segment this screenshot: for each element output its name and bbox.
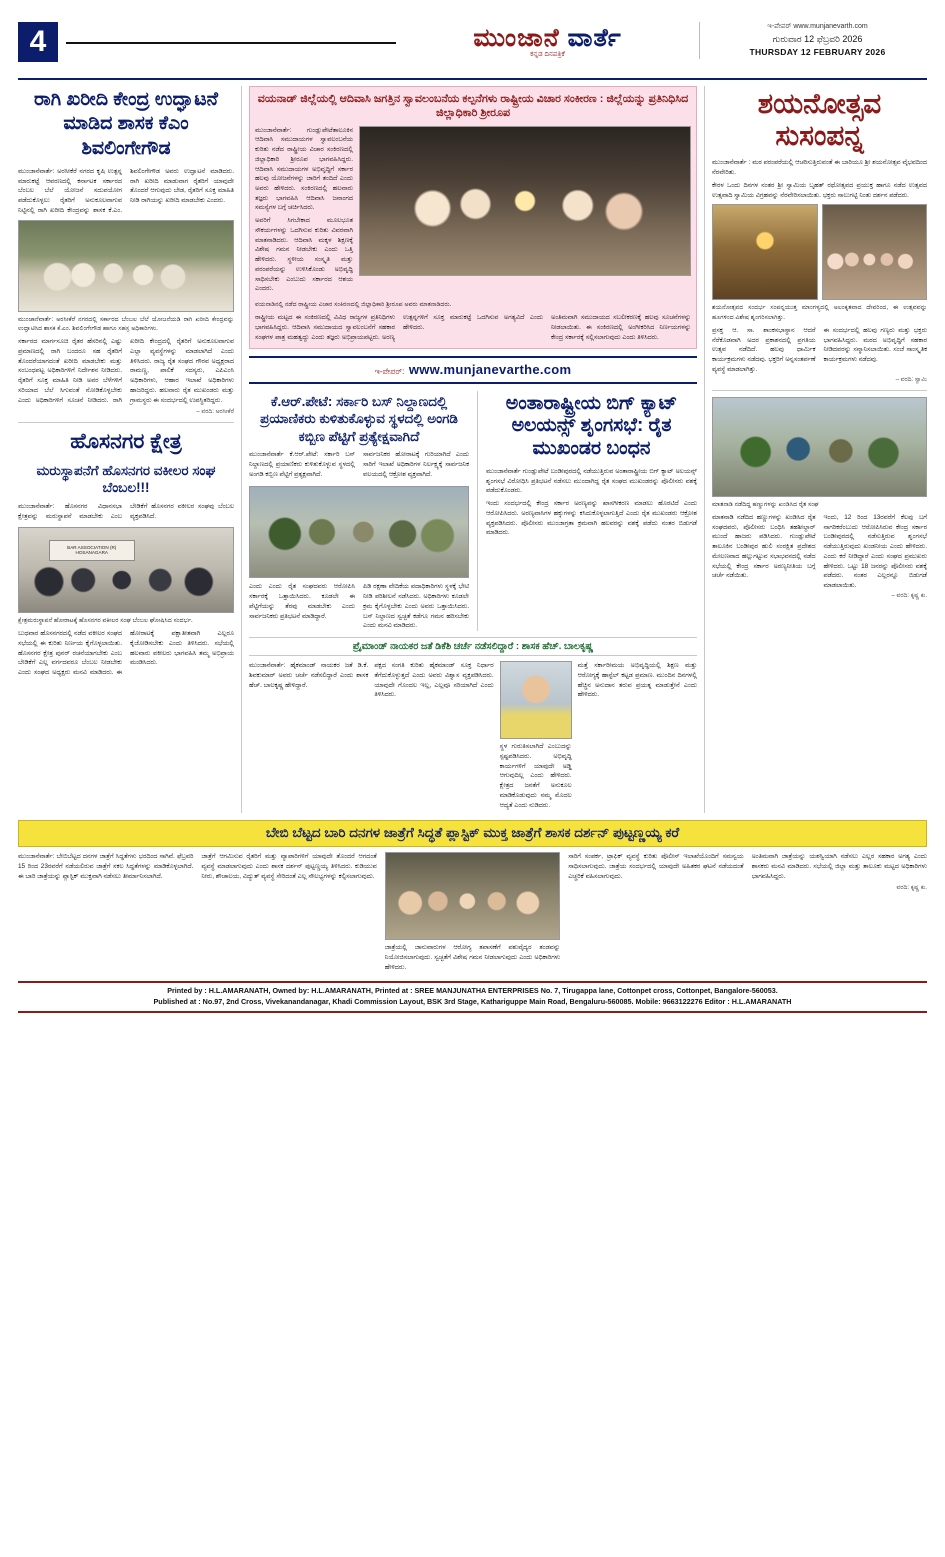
nameplate-word-2: ವಾರ್ತೆ: [567, 24, 622, 52]
masthead-rule: [66, 42, 396, 44]
story-body-dks-1: ಮುಂಜಾನೆವಾರ್ತೆ: ಹೈಕಮಾಂಡ್ ನಾಯಕರ ಜತೆ ಡಿ.ಕೆ. ಶಿವಕುಮಾರ್ ಅವರು ಚರ್ಚೆ ನಡೆಸಲಿದ್ದಾರೆ ಎಂದು ಶಾಸಕ ಹೆಚ್. ಬಾಲಕೃಷ್ಣ ಹೇಳಿದ್ದಾರೆ.: [249, 662, 369, 689]
photo-temple-deity: [712, 204, 818, 300]
bottom-highlight-bar: [18, 820, 927, 847]
column-left: [18, 86, 242, 813]
date-english: THURSDAY 12 FEBRUARY 2026: [749, 47, 886, 57]
story-headline-dks: ಪ್ರೈಮಾಂಡ್ ನಾಯಕರ ಜತೆ ಡಿಕೆಶಿ ಚರ್ಚೆ ನಡೆಸಲಿದ್ದಾರೆ : ಶಾಸಕ ಹೆಚ್. ಬಾಲಕೃಷ್ಣ: [352, 641, 594, 653]
imprint-line-2: Published at : No.97, 2nd Cross, Vivekanandanagar, Khadi Commission Layout, BSK 3rd Stage, Kathariguppe Main Road, Bengaluru-560085. Mobile: 9663122276 Editor : H.L.AMARANATH: [153, 997, 792, 1007]
date-block: [699, 22, 927, 59]
story-headline-ragi: ರಾಗಿ ಖರೀದಿ ಕೇಂದ್ರ ಉದ್ಘಾಟನೆ ಮಾಡಿದ ಶಾಸಕ ಕೆಎಂ ಶಿವಲಿಂಗೇಗೌಡ: [33, 89, 219, 159]
nameplate-subtitle: ಕನ್ನಡ ದಿನಪತ್ರಿಕೆ: [530, 51, 565, 58]
story-body-krpete-1: ಮುಂಜಾನೆವಾರ್ತೆ ಕೆ.ಆರ್.ಪೇಟೆ: ಸರ್ಕಾರಿ ಬಸ್ ನಿಲ್ದಾಣದಲ್ಲಿ ಪ್ರಯಾಣಿಕರು ಕುಳಿತುಕೊಳ್ಳುವ ಸ್ಥಳದಲ್ಲಿ ಅಂಗಡಿ ಕಬ್ಬಿಣ ಪೆಟ್ಟಿಗೆ ಪ್ರತ್ಯಕ್ಷವಾಗಿದೆ. ಸಾರ್ವಜನಿಕರ ಹೋರಾಟಕ್ಕೆ ಗುರಿಯಾಗಿದೆ ಎಂದು ಸಾರಿಗೆ ಇಲಾಖೆ ಅಧಿಕಾರಿಗಳ ನಿರ್ಲಕ್ಷ್ಯಕ್ಕೆ ಸಾರ್ವಜನಿಕ ವಲಯದಲ್ಲಿ ಆಕ್ರೋಶ ವ್ಯಕ್ತವಾಗಿದೆ.: [249, 451, 469, 478]
story-body-jatre-4: ಸಾರಿಗೆ ಸಂಪರ್ಕ, ಟ್ರಾಫಿಕ್ ವ್ಯವಸ್ಥೆ ಕುರಿತು ಪೊಲೀಸ್ ಇಲಾಖೆಯೊಂದಿಗೆ ಸಮನ್ವಯ ಸಾಧಿಸಲಾಗುವುದು. ಜಾತ್ರೆಯ ಸಂದರ್ಭದಲ್ಲಿ ಯಾವುದೇ ಅಹಿತಕರ ಘಟನೆ ನಡೆಯದಂತೆ ಎಚ್ಚರಿಕೆ ವಹಿಸಲಾಗುವುದು.: [568, 853, 744, 880]
story-body-dks-2: ಪಕ್ಷದ ಸಂಗತಿ ಕುರಿತು ಹೈಕಮಾಂಡ್ ಸೂಕ್ತ ನಿರ್ಧಾರ ತೆಗೆದುಕೊಳ್ಳುತ್ತದೆ ಎಂದು ಅವರು ವಿಶ್ವಾಸ ವ್ಯಕ್ತಪಡಿಸಿದರು. ಯಾವುದೇ ಗೊಂದಲ ಇಲ್ಲ, ಎಲ್ಲವೂ ಸರಿಯಾಗಿದೆ ಎಂದು ತಿಳಿಸಿದರು.: [374, 662, 494, 699]
bottom-story-grid: [18, 852, 927, 975]
epaper-strip[interactable]: [249, 356, 697, 384]
feature-box-wayanad: [249, 86, 697, 349]
story-body-dks-3: ಸ್ಥಳ ಗುರುತಿಸಲಾಗಿದೆ ಎಂಬುದನ್ನು ಸ್ಪಷ್ಟಪಡಿಸಿದರು. ಅಭಿವೃದ್ಧಿ ಕಾರ್ಯಗಳಿಗೆ ಯಾವುದೇ ಅಡ್ಡಿ ಆಗುವುದಿಲ್ಲ ಎಂದು ಹೇಳಿದರು. ಕ್ಷೇತ್ರದ ಜನತೆಗೆ ಅನುಕೂಲ ಮಾಡಿಕೊಡುವುದು ನಮ್ಮ ಮೊದಲ ಆದ್ಯತೆ ಎಂದು ನುಡಿದರು.: [499, 743, 572, 809]
photo-caption-ragi: ಮುಂಜಾನೆವಾರ್ತೆ: ಅರಸೀಕೆರೆ ನಗರದಲ್ಲಿ ಸರ್ಕಾರದ ಬೆಂಬಲ ಬೆಲೆ ಯೋಜನೆಯಡಿ ರಾಗಿ ಖರೀದಿ ಕೇಂದ್ರವನ್ನು ಉದ್ಘಾಟಿಸಿದ ಶಾಸಕ ಕೆ.ಎಂ. ಶಿವಲಿಂಗೇಗೌಡ ಹಾಗೂ ಸಹಸ್ರ ಅಧಿಕಾರಿಗಳು.: [18, 315, 234, 332]
story-body-jatre-3: ಜಾತ್ರೆಯಲ್ಲಿ ಜಾನುವಾರುಗಳ ಆರೋಗ್ಯ ತಪಾಸಣೆಗೆ ಪಶುವೈದ್ಯರ ತಂಡವನ್ನು ನಿಯೋಜಿಸಲಾಗುವುದು. ಸ್ವಚ್ಛತೆಗೆ ವಿಶೇಷ ಗಮನ ನೀಡಲಾಗುವುದು ಎಂದು ಅಧಿಕಾರಿಗಳು ಹೇಳಿದರು.: [384, 944, 561, 971]
story-body-jatre-2: ಜಾತ್ರೆಗೆ ಆಗಮಿಸುವ ರೈತರಿಗೆ ಮತ್ತು ವ್ಯಾಪಾರಿಗಳಿಗೆ ಯಾವುದೇ ತೊಂದರೆ ಆಗದಂತೆ ವ್ಯವಸ್ಥೆ ಮಾಡಲಾಗುವುದು ಎಂದು ಶಾಸಕ ದರ್ಶನ್ ಪುಟ್ಟಣ್ಣಯ್ಯ ತಿಳಿಸಿದರು. ಕುಡಿಯುವ ನೀರು, ಶೌಚಾಲಯ, ವಿದ್ಯುತ್ ವ್ಯವಸ್ಥೆ ಸೇರಿದಂತೆ ಎಲ್ಲ ಸೌಲಭ್ಯಗಳನ್ನು ಕಲ್ಪಿಸಲಾಗುವುದು.: [201, 853, 377, 880]
story-headline-wayanad: ವಯನಾಡ್ ಜಿಲ್ಲೆಯಲ್ಲಿ ಆದಿವಾಸಿ ಜಗತ್ತಿನ ಸ್ವಾವಲಂಬನೆಯ ಕಲ್ಪನೆಗಳು ರಾಷ್ಟ್ರೀಯ ವಿಚಾರ ಸಂಕೀರಣ : ಜಿಲ್ಲೆಯನ್ನು ಪ್ರತಿನಿಧಿಸಿದ ಜಿಲ್ಲಾಧಿಕಾರಿ ಶ್ರೀರೂಪ: [257, 93, 689, 120]
photo-caption-shayanotsava: ಶಯನೋತ್ಸವದ ಸಂದರ್ಭ ಸಂಪನ್ನಯುತ್ತ ಮಾಂಗಳ್ಯದಲ್ಲಿ ಅಲಂಕೃತವಾದ ದೇವರಿಂದ, ಈ ಉತ್ಸವವನ್ನು ಹೂಗಳಿಂದ ವಿಶೇಷ ಶೃಂಗರಿಸಲಾಗಿತ್ತು.: [712, 304, 927, 321]
masthead: [18, 22, 927, 80]
byline-shayanotsava: – ವರದಿ: ಸ್ವಾಮಿ: [895, 376, 927, 383]
story-bigcat: [477, 391, 697, 632]
story-dks-body-grid: [249, 661, 697, 813]
byline-ragi: – ವರದಿ: ಅರಸೀಕೆರೆ: [196, 408, 234, 415]
story-body-protest: ಮಾತನಾಡಿ ನಡೆದಿದ ಹಣ್ಣುಗಳನ್ನು ಖಂಡಿಸಿದ ರೈತ ಸಂಘದವರು, ಪೊಲೀಸರು ಬಂಧಿಸಿ ತಹಶೀಲ್ದಾರ್ ಮುಂದೆ ಹಾಜರು ಪಡಿಸಿದರು. ಗುಂಡ್ಲುಪೇಟೆ ತಾಲೂಕಿನ ಬಂಡೀಪುರ ಹುಲಿ ಸಂರಕ್ಷಿತ ಪ್ರದೇಶದ ಮೇಲಣವಾದ ಹಲ್ಲುಗಟ್ಟುವ ಸಭಾಭವನದಲ್ಲಿ ನಡೆದ ಸಭೆಯಲ್ಲಿ ಕೇಂದ್ರ ಸರ್ಕಾರ ಅರಣ್ಯನೀತಿಯ ಬಗ್ಗೆ ಚರ್ಚೆ ನಡೆಯಿತು. ಇಂದು, 12 ರಿಂದ 13ರವರೆಗೆ ಕೆಲವು ಬಗೆ ನಾಗರಿಕರೆಂಬುದು ಆರೋಪಿಸಿರುವ ಕೇಂದ್ರ ಸರ್ಕಾರ ಬಂಡೀಪುರದಲ್ಲಿ ನಡೆಸುತ್ತಿರುವ ಶೃಂಗಸಭೆ ನಡೆಯುತ್ತಿರುವುದು ಖಂಡನೀಯ ಎಂದು ಹೇಳಿದರು. ಎಂದು ಕರೆ ನೀಡಿದ್ದಾರೆ ಎಂದು ಸಂಘದ ಪ್ರಮುಖರು ಹೇಳಿದರು. ಒಟ್ಟು 18 ಜನರನ್ನು ಪೊಲೀಸರು ವಶಕ್ಕೆ ಪಡೆದರು. ನಂತರ ಎಲ್ಲರನ್ನೂ ಬಿಡುಗಡೆ ಮಾಡಲಾಯಿತು.: [712, 513, 927, 590]
photo-caption-protest: ಮಾತನಾಡಿ ನಡೆದಿದ್ದ ಹಣ್ಣುಗಳನ್ನು ಖಂಡಿಸಿದ ರೈತ ಸಂಘ: [712, 500, 819, 508]
story-headline-bigcat: ಅಂತಾರಾಷ್ಟ್ರೀಯ ಬಿಗ್ ಕ್ಯಾಟ್ ಅಲಯನ್ಸ್ ಶೃಂಗಸಭೆ: ರೈತ ಮುಖಂಡರ ಬಂಧನ: [505, 392, 678, 460]
story-body-jatre-1: ಮುಂಜಾನೆವಾರ್ತೆ: ಬೇಬಿಬೆಟ್ಟದ ದನಗಳ ಜಾತ್ರೆಗೆ ಸಿದ್ಧತೆಗಳು ಭರದಿಂದ ಸಾಗಿವೆ. ಫೆಬ್ರವರಿ 15 ರಿಂದ 23ರವರೆಗೆ ನಡೆಯಲಿರುವ ಜಾತ್ರೆಗೆ ಸಕಲ ಸಿದ್ಧತೆಗಳನ್ನು ಮಾಡಿಕೊಳ್ಳಲಾಗಿದೆ. ಈ ಬಾರಿ ಜಾತ್ರೆಯನ್ನು ಪ್ಲಾಸ್ಟಿಕ್ ಮುಕ್ತವಾಗಿ ನಡೆಸಲು ತೀರ್ಮಾನಿಸಲಾಗಿದೆ.: [18, 853, 194, 880]
byline-jatre: ವರದಿ: ಕೃಷ್ಣ ಕು.: [896, 885, 927, 892]
column-middle: [242, 86, 705, 813]
photo-caption-hosanagara: ಕ್ಷೇತ್ರಮರುಸ್ಥಾಪನೆ ಹೋರಾಟಕ್ಕೆ ಹೊಸನಗರ ವಕೀಲರ ಸಂಘ ಬೆಂಬಲ ಘೋಷಿಸಿದ ಸಂದರ್ಭ.: [18, 616, 193, 624]
photo-ragi-inauguration: [18, 220, 234, 312]
photo-wrap-portrait: [500, 661, 572, 813]
photo-banner-text: BAR ASSOCIATION (R) HOSANAGARA: [49, 540, 135, 562]
story-body-dks-4: ಮತ್ತೆ ಸರ್ಕಾರೀಮಯ ಅಭಿವೃದ್ಧಿಯಲ್ಲಿ ಶಿಕ್ಷಣ ಮತ್ತು ಆರೋಗ್ಯಕ್ಕೆ ಹಾಸ್ಟೆಲ್ ಕಟ್ಟಡ ಪ್ರಮಾಣ. ಮುಂದಿನ ದಿನಗಳಲ್ಲಿ ಹೆಚ್ಚಿನ ಅನುದಾನ ತರುವ ಪ್ರಯತ್ನ ಮಾಡುತ್ತೇನೆ ಎಂದು ಹೇಳಿದರು.: [577, 662, 697, 699]
story-headline-hosanagara: ಹೊಸನಗರ ಕ್ಷೇತ್ರ: [70, 429, 182, 453]
photo-caption-wayanad: ವಯನಾಡಿನಲ್ಲಿ ನಡೆದ ರಾಷ್ಟ್ರೀಯ ವಿಚಾರ ಸಂಕಿರಣದಲ್ಲಿ ಜಿಲ್ಲಾಧಿಕಾರಿ ಶ್ರೀರೂಪ ಅವರು ಮಾತನಾಡಿದರು.: [255, 301, 452, 309]
photo-wayanad-seminar: [359, 126, 691, 276]
epaper-url[interactable]: www.munjanevarth.com: [793, 23, 868, 30]
story-krpete: [249, 391, 469, 632]
story-body-jatre-5: ಅಂತಿಮವಾಗಿ ಜಾತ್ರೆಯನ್ನು ಯಶಸ್ವಿಯಾಗಿ ನಡೆಸಲು ಎಲ್ಲರ ಸಹಕಾರ ಅಗತ್ಯ ಎಂದು ಶಾಸಕರು ಮನವಿ ಮಾಡಿದರು. ಸಭೆಯಲ್ಲಿ ಜಿಲ್ಲಾ ಮತ್ತು ತಾಲೂಕು ಮಟ್ಟದ ಅಧಿಕಾರಿಗಳು ಭಾಗವಹಿಸಿದ್ದರು. ವರದಿ: ಕೃಷ್ಣ ಕು.: [752, 852, 927, 975]
story-headline-shayanotsava: ಶಯನೋತ್ಸವ ಸುಸಂಪನ್ನ: [757, 88, 882, 152]
middle-split: [249, 391, 697, 632]
story-body-shayanotsava-2: ಪ್ರಸಕ್ತ ಆ. ಸಾ. ಶಾಂಕಸಭಾಸ್ಥಾನ ಆದರೆ ನೆರೆಕೊಡವಾಗಿ ಅದರ ಪ್ರಕಾಶನದಲ್ಲಿ ಪ್ರಗತಿಯ ಉತ್ಸವ ನಡೆದಿದೆ. ಹಲವು ಧಾರ್ಮಿಕ ಕಾರ್ಯಕ್ರಮಗಳು ನಡೆದವು. ಭಕ್ತರಿಗೆ ಅನ್ನಸಂತರ್ಪಣೆ ವ್ಯವಸ್ಥೆ ಮಾಡಲಾಗಿತ್ತು. ಈ ಸಂದರ್ಭದಲ್ಲಿ ಹಲವು ಗಣ್ಯರು ಮತ್ತು ಭಕ್ತರು ಭಾಗವಹಿಸಿದ್ದರು. ಮಠದ ಅಭಿವೃದ್ಧಿಗೆ ಸಹಕಾರ ನೀಡಿದವರನ್ನು ಸನ್ಮಾನಿಸಲಾಯಿತು. ಸಂಜೆ ಸಾಂಸ್ಕೃತಿಕ ಕಾರ್ಯಕ್ರಮಗಳು ನಡೆದವು.: [712, 326, 927, 373]
story-headline-jatre: ಬೇಬಿ ಬೆಟ್ಟದ ಬಾರಿ ದನಗಳ ಜಾತ್ರೆಗೆ ಸಿದ್ಧತೆ ಪ್ಲಾಸ್ಟಿಕ್ ಮುಕ್ತ ಜಾತ್ರೆಗೆ ಶಾಸಕ ದರ್ಶನ್ ಪುಟ್ಟಣ್ಣಯ್ಯ ಕರೆ: [265, 825, 680, 841]
nameplate-word-1: ಮುಂಜಾನೆ: [473, 24, 560, 52]
imprint-line-1: Printed by : H.L.AMARANATH, Owned by: H.L.AMARANATH, Printed at : SREE MANJUNATHA ENTERPRISES No. 7, Tirugappa lane, Cottonpet cross, Cottonpet, Bangalore-560053.: [167, 986, 778, 996]
photo-devotees: [822, 204, 928, 300]
divider-right-1: [712, 390, 927, 391]
photo-farmer-protest: [712, 397, 927, 497]
page-number: 4: [18, 22, 58, 62]
epaper-strip-url[interactable]: www.munjanevarthe.com: [408, 361, 572, 377]
page-grid: [18, 86, 927, 813]
story-body-ragi-1: ಮುಂಜಾನೆವಾರ್ತೆ: ಅರಸೀಕೆರೆ ನಗರದ ಕೃಷಿ ಉತ್ಪನ್ನ ಮಾರುಕಟ್ಟೆ ಆವರಣದಲ್ಲಿ ಕರ್ನಾಟಕ ಸರ್ಕಾರದ ಬೆಂಬಲ ಬೆಲೆ ಯೋಜನೆ ಸದುಪಯೋಗ ಪಡೆದುಕೊಳ್ಳಲು ರೈತರಿಗೆ ಅನುಕೂಲವಾಗುವ ನಿಟ್ಟಿನಲ್ಲಿ ರಾಗಿ ಖರೀದಿ ಕೇಂದ್ರವನ್ನು ಶಾಸಕ ಕೆ.ಎಂ. ಶಿವಲಿಂಗೇಗೌಡ ಅವರು ಉದ್ಘಾಟನೆ ಮಾಡಿದರು. ರಾಗಿ ಖರೀದಿ ಮಾಡುವಾಗ ರೈತರಿಗೆ ಯಾವುದೇ ತೊಂದರೆ ಆಗುವುದು ಬೇಡ, ರೈತರಿಗೆ ಸೂಕ್ತ ಮಾಹಿತಿ ನೀಡಿ ರಾಗಿಯನ್ನು ಖರೀದಿ ಮಾಡಬೇಕು ಎಂದರು.: [18, 167, 234, 214]
photo-bus-stand-protest: [249, 486, 469, 578]
column-right: [705, 86, 927, 813]
story-headline-bar-dks: [249, 637, 697, 656]
epaper-strip-label: ಇ-ಪೇಪರ್:: [374, 366, 405, 376]
story-body-bigcat-1: ಮುಂಜಾನೆವಾರ್ತೆ ಗುಂಡ್ಲುಪೇಟೆ ಬಂಡೀಪುರದಲ್ಲಿ ನಡೆಯುತ್ತಿರುವ ಅಂತಾರಾಷ್ಟ್ರೀಯ ಬಿಗ್ ಕ್ಯಾಟ್ ಅಲಯನ್ಸ್ ಶೃಂಗಸಭೆ ವಿರೋಧಿಸಿ ಪ್ರತಿಭಟನೆ ನಡೆಸಲು ಮುಂದಾಗಿದ್ದ ರೈತ ಸಂಘದ ಮುಖಂಡರನ್ನು ಪೊಲೀಸರು ವಶಕ್ಕೆ ಪಡೆದುಕೊಂಡರು. ಇಂದು ಸಂದರ್ಭದಲ್ಲಿ ಕೇಂದ್ರ ಸರ್ಕಾರ ಅರಣ್ಯವನ್ನು ಖಾಸಗೀಕರಣ ಮಾಡಲು ಹೊರಟಿದೆ ಎಂದು ಆರೋಪಿಸಿದರು. ಅರಣ್ಯವಾಸಿಗಳ ಹಕ್ಕುಗಳನ್ನು ಕಸಿದುಕೊಳ್ಳಲಾಗುತ್ತಿದೆ ಎಂದು ರೈತ ಮುಖಂಡರು ಆಕ್ರೋಶ ವ್ಯಕ್ತಪಡಿಸಿದರು. ಪೊಲೀಸರು ಮುಂಜಾಗ್ರತಾ ಕ್ರಮವಾಗಿ ಹಲವರನ್ನು ವಶಕ್ಕೆ ಪಡೆದು ನಂತರ ಬಿಡುಗಡೆ ಮಾಡಿದರು.: [486, 467, 697, 537]
bottom-photo-wrap: [385, 852, 560, 975]
date-kannada: ಗುರುವಾರ 12 ಫೆಬ್ರವರಿ 2026: [772, 33, 863, 44]
photo-mla-portrait: [500, 661, 572, 739]
epaper-label: ಇ-ಪೇಪರ್: [767, 23, 792, 30]
story-body-shayanotsava-1: ಕೇರಳ ಒಂದು ದಿನಗಳ ನಂತರ ಶ್ರೀ ಸ್ವಾಮಿಯ ಬೃಹತ್ ರಥೋತ್ಸವದ ಪ್ರಯುಕ್ತ ಹಾಗೂ ನಡೆದ ಉತ್ಸವದ ಉತ್ಸವಾದಿ ಸ್ವಾಮಿಯ ವಿಗ್ರಹವನ್ನು ನೆರವೇರಿಸಲಾಯಿತು. ಭಕ್ತರು ಸಾಲುಗಟ್ಟಿ ನಿಂತು ದರ್ಶನ ಪಡೆದರು.: [712, 181, 927, 199]
story-subhead-shayanotsava: ಮುಂಜಾನೆವಾರ್ತೆ : ಮಠ ಪರಂಪರೆಯಲ್ಲಿ ಆಚರಿಸುತ್ತಿರುವಂತೆ ಈ ಬಾರಿಯೂ ಶ್ರೀ ಶಯನೋತ್ಸವ ವೈಭವದಿಂದ ನೆರವೇರಿತು.: [712, 159, 927, 177]
story-body-hosanagara-2: ಬುಧವಾರ ಹೊಸನಗರದಲ್ಲಿ ನಡೆದ ವಕೀಲರ ಸಂಘದ ಸಭೆಯಲ್ಲಿ ಈ ಕುರಿತು ನಿರ್ಣಯ ಕೈಗೊಳ್ಳಲಾಯಿತು. ಹೊಸನಗರ ಕ್ಷೇತ್ರ ಪುನರ್ ರಚನೆಯಾಗಬೇಕು ಎಂಬ ಬೇಡಿಕೆಗೆ ಎಲ್ಲ ವರ್ಗದವರೂ ಬೆಂಬಲ ನೀಡಬೇಕು ಎಂದು ಸಂಘದ ಅಧ್ಯಕ್ಷರು ಮನವಿ ಮಾಡಿದರು. ಈ ಹೋರಾಟಕ್ಕೆ ಪಕ್ಷಾತೀತವಾಗಿ ಎಲ್ಲರೂ ಕೈಜೋಡಿಸಬೇಕು ಎಂದು ತಿಳಿಸಿದರು. ಸಭೆಯಲ್ಲಿ ಹಲವಾರು ವಕೀಲರು ಭಾಗವಹಿಸಿ ತಮ್ಮ ಅಭಿಪ್ರಾಯ ಮಂಡಿಸಿದರು.: [18, 630, 234, 677]
photo-lawyers-association: [18, 527, 234, 613]
photo-jatre-meeting: [385, 852, 560, 940]
epaper-site: [708, 22, 927, 33]
newspaper-nameplate: [396, 24, 699, 59]
story-headline-krpete: ಕೆ.ಆರ್.ಪೇಟೆ: ಸರ್ಕಾರಿ ಬಸ್ ನಿಲ್ದಾಣದಲ್ಲಿ ಪ್ರಯಾಣಿಕರು ಕುಳಿತುಕೊಳ್ಳುವ ಸ್ಥಳದಲ್ಲಿ ಅಂಗಡಿ ಕಬ್ಬಿಣ ಪೆಟ್ಟಿಗೆ ಪ್ರತ್ಯೇಕ್ಷವಾಗಿದೆ: [260, 393, 458, 444]
story-body-hosanagara-1: ಮುಂಜಾನೆವಾರ್ತೆ: ಹೊಸನಗರ ವಿಧಾನಸಭಾ ಕ್ಷೇತ್ರವನ್ನು ಮರುಸ್ಥಾಪನೆ ಮಾಡಬೇಕು ಎಂಬ ಬೇಡಿಕೆಗೆ ಹೊಸನಗರ ವಕೀಲರ ಸಂಘವು ಬೆಂಬಲ ವ್ಯಕ್ತಪಡಿಸಿದೆ.: [18, 502, 234, 520]
story-body-wayanad-2: ರಾಷ್ಟ್ರೀಯ ಮಟ್ಟದ ಈ ಸಂಕಿರಣದಲ್ಲಿ ವಿವಿಧ ರಾಜ್ಯಗಳ ಪ್ರತಿನಿಧಿಗಳು ಭಾಗವಹಿಸಿದ್ದರು. ಆದಿವಾಸಿ ಸಮುದಾಯದ ಸ್ವಾವಲಂಬನೆಗೆ ಸಹಕಾರ ಸಂಘಗಳ ಪಾತ್ರ ಮಹತ್ವದ್ದು ಎಂದು ತಜ್ಞರು ಅಭಿಪ್ರಾಯಪಟ್ಟರು. ಅರಣ್ಯ ಉತ್ಪನ್ನಗಳಿಗೆ ಸೂಕ್ತ ಮಾರುಕಟ್ಟೆ ಒದಗಿಸುವ ಅಗತ್ಯವಿದೆ ಎಂದು ಹೇಳಿದರು. ಅಂತಿಮವಾಗಿ ಸಮುದಾಯದ ಸಬಲೀಕರಣಕ್ಕೆ ಹಲವು ಸೂಚನೆಗಳನ್ನು ನೀಡಲಾಯಿತು. ಈ ಸಂಕಿರಣದಲ್ಲಿ ಅಂಗೀಕರಿಸಿದ ನಿರ್ಣಯಗಳನ್ನು ಕೇಂದ್ರ ಸರ್ಕಾರಕ್ಕೆ ಸಲ್ಲಿಸಲಾಗುವುದು ಎಂದು ತಿಳಿಸಿದರು.: [255, 314, 691, 341]
story-body-krpete-2: ಎಂದು ಎಂದು ರೈತ ಸಂಘದವರು ಆರೋಪಿಸಿ ಸರ್ಕಾರಕ್ಕೆ ಒತ್ತಾಯಿಸಿದರು. ಕೂಡಲೇ ಈ ಪೆಟ್ಟಿಗೆಯನ್ನು ತೆರವು ಮಾಡಬೇಕು ಎಂದು ಸಾರ್ವಜನಿಕರು ಪ್ರತಿಭಟನೆ ಮಾಡಿದ್ದಾರೆ. ಪಿಡಿ ರಕ್ಷಣಾ ವೇದಿಕೆಯ ಪದಾಧಿಕಾರಿಗಳು ಸ್ಥಳಕ್ಕೆ ಭೇಟಿ ನೀಡಿ ಪರಿಶೀಲನೆ ನಡೆಸಿದರು. ಅಧಿಕಾರಿಗಳು ಕೂಡಲೇ ಕ್ರಮ ಕೈಗೊಳ್ಳಬೇಕು ಎಂದು ಅವರು ಒತ್ತಾಯಿಸಿದರು. ಬಸ್ ನಿಲ್ದಾಣದ ಸ್ವಚ್ಛತೆ ಕಡೆಗೂ ಗಮನ ಹರಿಸಬೇಕು ಎಂದು ಮನವಿ ಮಾಡಿದರು.: [249, 583, 469, 630]
photo-row-temple: [712, 204, 927, 300]
story-body-wayanad-1: ಮುಂಜಾನೆವಾರ್ತೆ: ಗುಂಡ್ಲುಪೇಟೆತಾಲೂಕಿನ ಆದಿವಾಸಿ ಸಮುದಾಯಗಳ ಸ್ವಾವಲಂಬನೆಯ ಕುರಿತು ನಡೆದ ರಾಷ್ಟ್ರೀಯ ವಿಚಾರ ಸಂಕಿರಣದಲ್ಲಿ ಜಿಲ್ಲಾಧಿಕಾರಿ ಶ್ರೀರೂಪ ಭಾಗವಹಿಸಿದ್ದರು. ಆದಿವಾಸಿ ಸಮುದಾಯಗಳ ಅಭಿವೃದ್ಧಿಗೆ ಸರ್ಕಾರ ಹಲವು ಯೋಜನೆಗಳನ್ನು ಜಾರಿಗೆ ತಂದಿದೆ ಎಂದು ಅವರು ಹೇಳಿದರು. ಸಂಕಿರಣದಲ್ಲಿ ಹಲವಾರು ತಜ್ಞರು ಭಾಗವಹಿಸಿ ಆದಿವಾಸಿ ಜನಾಂಗದ ಸಮಸ್ಯೆಗಳ ಬಗ್ಗೆ ಚರ್ಚಿಸಿದರು. ಅವರಿಗೆ ಸಿಗಬೇಕಾದ ಮೂಲಭೂತ ಸೌಕರ್ಯಗಳನ್ನು ಒದಗಿಸುವ ಕುರಿತು ವಿವರವಾಗಿ ಮಾತನಾಡಿದರು. ಆದಿವಾಸಿ ಮಕ್ಕಳ ಶಿಕ್ಷಣಕ್ಕೆ ವಿಶೇಷ ಗಮನ ನೀಡಬೇಕು ಎಂದು ಒತ್ತಿ ಹೇಳಿದರು. ಸ್ಥಳೀಯ ಸಂಸ್ಕೃತಿ ಮತ್ತು ಪರಂಪರೆಯನ್ನು ಉಳಿಸಿಕೊಂಡು ಅಭಿವೃದ್ಧಿ ಸಾಧಿಸಬೇಕು ಎಂಬುದು ಸರ್ಕಾರದ ಆಶಯ ಎಂದರು.: [255, 126, 353, 293]
story-body-ragi-2: ಸರ್ಕಾರದ ಮಾರ್ಗಸೂಚಿ ರೈತರ ಹೆಸರಿನಲ್ಲಿ ಎಷ್ಟು ಪ್ರಮಾಣದಲ್ಲಿ ರಾಗಿ ಬಂದರೂ ಸಹ ರೈತರಿಗೆ ತೊಂದರೆಯಾಗದಂತೆ ಖರೀದಿ ಮಾಡಬೇಕು ಮತ್ತು ಸಂಬಂಧಪಟ್ಟ ಅಧಿಕಾರಿಗಳಿಗೆ ನಿರ್ದೇಶನ ನೀಡಿದರು. ರೈತರಿಗೆ ಸೂಕ್ತ ಮಾಹಿತಿ ನೀಡಿ ಅವರ ಬೆಳೆಗಳಿಗೆ ಸರಿಯಾದ ಬೆಲೆ ಸಿಗುವಂತೆ ನೋಡಿಕೊಳ್ಳಬೇಕು ಎಂದು ಅಧಿಕಾರಿಗಳಿಗೆ ಸೂಚನೆ ನೀಡಿದರು. ರಾಗಿ ಖರೀದಿ ಕೇಂದ್ರದಲ್ಲಿ ರೈತರಿಗೆ ಅನುಕೂಲವಾಗುವ ಎಲ್ಲಾ ವ್ಯವಸ್ಥೆಗಳನ್ನು ಮಾಡಲಾಗಿದೆ ಎಂದು ತಿಳಿಸಿದರು. ರಾಜ್ಯ ರೈತ ಸಂಘದ ಗೌರವ ಅಧ್ಯಕ್ಷರಾದ ರಾಮಣ್ಣ, ಪಾಲಿಕೆ ಸದಸ್ಯರು, ಎಪಿಎಂಸಿ ಅಧಿಕಾರಿಗಳು, ಆಹಾರ ಇಲಾಖೆ ಅಧಿಕಾರಿಗಳು ಹಾಜರಿದ್ದರು. ಹಲವಾರು ರೈತ ಮುಖಂಡರು ಮತ್ತು ಗ್ರಾಮಸ್ಥರು ಈ ಸಂದರ್ಭದಲ್ಲಿ ಉಪಸ್ಥಿತರಿದ್ದರು.: [18, 338, 234, 404]
imprint-footer: [18, 981, 927, 1013]
story-subheadline-hosanagara: ಮರುಸ್ಥಾಪನೆಗೆ ಹೊಸನಗರ ವಕೀಲರ ಸಂಘ ಬೆಂಬಲ!!!: [36, 462, 216, 496]
divider-left-1: [18, 422, 234, 423]
byline-protest: – ವರದಿ: ಕೃಷ್ಣ ಕು.: [891, 592, 927, 599]
